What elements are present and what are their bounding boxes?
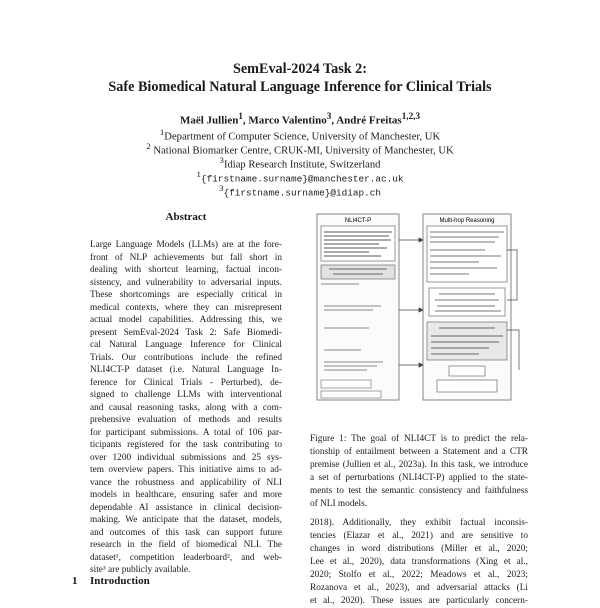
caption-line: premise (Jullien et al., 2023a). In this task, we introduce bbox=[310, 460, 528, 470]
abstract-line: ference for Clinical Trials - Perturbed), de- bbox=[90, 377, 282, 388]
abstract-line: cal Natural Language Inference for Clinical bbox=[90, 340, 282, 350]
affiliation-sup: 1 bbox=[159, 127, 165, 137]
right-panel-title: Multi-hop Reasoning bbox=[439, 218, 495, 224]
abstract-line: signed to challenge LLMs with interventional bbox=[90, 390, 282, 400]
author-affil-sup: 1 bbox=[238, 111, 243, 121]
caption-line: a set of perturbations (NLI4CT-P) applied to the state- bbox=[310, 473, 528, 483]
abstract-line: dependable AI assistance in clinical decision- bbox=[90, 502, 282, 513]
abstract-line: Large Language Models (LLMs) are at the fore- bbox=[90, 240, 282, 250]
body-line: et al., 2020). These issues are particularly concern- bbox=[310, 596, 528, 606]
abstract-line: dealing with shortcut learning, factual incon- bbox=[90, 265, 282, 275]
abstract-line: NLI4CT-P dataset (i.e. Natural Language In- bbox=[90, 365, 282, 375]
email-line[interactable] bbox=[0, 181, 600, 201]
affiliation-sup: 2 bbox=[146, 141, 151, 151]
section-title: Introduction bbox=[90, 575, 150, 587]
abstract-line: actual model capabilities. Addressing this, we bbox=[90, 315, 282, 325]
abstract-line: making. We anticipate that the dataset, models, bbox=[90, 515, 282, 525]
abstract-line: tem overview papers. This initiative aims to ad- bbox=[90, 465, 282, 475]
caption-line: tionship of entailment between a Statement and a CTR bbox=[310, 447, 528, 457]
affiliation-sup: 3 bbox=[219, 155, 224, 165]
left-panel-title: NLI4CT-P bbox=[344, 218, 372, 224]
abstract-line: sistency, and vulnerability to adversarial inputs. bbox=[90, 277, 282, 288]
abstract-line: vance the robustness and applicability of NLI bbox=[90, 477, 282, 488]
body-line: Lee et al., 2020), data transformations (Xing et al., bbox=[310, 557, 528, 567]
author-name: André Freitas bbox=[336, 114, 402, 127]
abstract-line: site³ are publicly available. bbox=[90, 565, 191, 575]
result-box bbox=[437, 380, 497, 392]
affiliation-text: National Biomarker Centre, CRUK-MI, University of Manchester, UK bbox=[153, 145, 454, 157]
body-line: 2018). Additionally, they exhibit factual inconsis- bbox=[310, 518, 528, 528]
flow-arrows bbox=[399, 238, 423, 367]
abstract-line: prehensive evaluation of methods and results bbox=[90, 415, 282, 425]
affiliation-text: Idiap Research Institute, Switzerland bbox=[223, 159, 381, 171]
abstract-line: dataset¹, competition leaderboard², and web- bbox=[90, 552, 282, 563]
body-line: changes in word distributions (Miller et al., 2020; bbox=[310, 544, 528, 554]
body-line: Rozanova et al., 2023), and adversarial attacks (Li bbox=[310, 583, 528, 593]
label-box bbox=[321, 391, 381, 398]
author-affil-sup: 3 bbox=[326, 111, 332, 121]
email-sup: 1 bbox=[196, 169, 201, 179]
author-list: Maël Jullien$^1$, Marco Valentino$^3$, André Freitas$^{1,2,3}$ bbox=[179, 111, 421, 127]
email-text[interactable]: {firstname.surname}@manchester.ac.uk bbox=[200, 173, 404, 185]
paper-title-line-2: Safe Biomedical Natural Language Inference for Clinical Trials bbox=[108, 79, 492, 95]
statement-box bbox=[321, 265, 395, 279]
caption-line: Figure 1: The goal of NLI4CT is to predict the rela- bbox=[310, 434, 528, 444]
affiliation-text: Department of Computer Science, University of Manchester, UK bbox=[164, 131, 441, 143]
result-box bbox=[449, 366, 485, 376]
caption-line: of NLI models. bbox=[310, 499, 368, 509]
abstract-line: over 1200 individual submissions and 25 sys- bbox=[90, 452, 282, 463]
body-line: 2020; Stolfo et al., 2022; Meadows et al., 2023; bbox=[310, 570, 528, 580]
abstract-line: These shortcomings are especially critical in bbox=[90, 290, 282, 300]
paper-title-line-1: SemEval-2024 Task 2: bbox=[232, 61, 368, 77]
abstract-line: for participant submissions. A total of 106 par- bbox=[90, 427, 282, 438]
abstract-heading: Abstract bbox=[165, 211, 207, 223]
figure-diagram bbox=[309, 210, 531, 412]
body-line: tencies (Elazar et al., 2021) and are sensitive to bbox=[310, 531, 528, 541]
caption-line: ments to test the semantic consistency and faithfulness bbox=[310, 486, 528, 496]
abstract-line: models in healthcare, ensuring safer and more bbox=[90, 490, 282, 500]
label-box bbox=[321, 380, 371, 388]
abstract-line: and outcomes of this task can support future bbox=[90, 527, 282, 538]
email-sup: 3 bbox=[219, 183, 224, 193]
abstract-line: front of NLP achievements but fall short in bbox=[90, 252, 282, 263]
abstract-line: research in the field of biomedical NLI. The bbox=[90, 540, 282, 550]
email-text[interactable]: {firstname.surname}@idiap.ch bbox=[223, 187, 381, 199]
abstract-line: and causal reasoning tasks, along with a com- bbox=[90, 402, 282, 413]
abstract-line: present SemEval-2024 Task 2: Safe Biomedi- bbox=[90, 327, 282, 338]
abstract-line: medical contexts, where they can misrepresent bbox=[90, 302, 282, 313]
author-affil-sup: 1,2,3 bbox=[401, 111, 421, 121]
section-heading bbox=[72, 575, 150, 587]
section-number: 1 bbox=[72, 575, 78, 587]
numerical-box bbox=[429, 288, 505, 316]
figure-1 bbox=[309, 210, 531, 412]
abstract-line: Trials. Our contributions include the refined bbox=[90, 352, 282, 363]
author-name: Marco Valentino bbox=[248, 114, 327, 127]
abstract-line: ticipants registered for the task contributing to bbox=[90, 440, 282, 450]
author-name: Maël Jullien bbox=[179, 114, 239, 127]
